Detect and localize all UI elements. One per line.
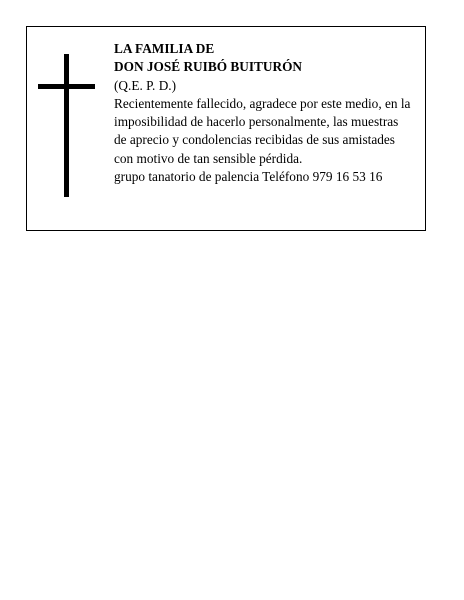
deceased-name: DON JOSÉ RUIBÓ BUITURÓN [114, 59, 303, 75]
message-line-1: Recientemente fallecido, agradece por este medio, en la [114, 95, 411, 111]
rip-abbreviation: (Q.E. P. D.) [114, 77, 177, 93]
message-line-3: de aprecio y condolencias recibidas de sus amistades [114, 132, 395, 148]
family-heading: LA FAMILIA DE [114, 41, 215, 56]
funeral-home-contact: grupo tanatorio de palencia Teléfono 979 16 53 16 [114, 169, 383, 185]
cross-vertical-bar [64, 54, 69, 197]
notice-text [114, 40, 424, 186]
message-line-4: con motivo de tan sensible pérdida. [114, 150, 303, 166]
message-line-2: imposibilidad de hacerlo personalmente, las muestras [114, 114, 399, 130]
cross-horizontal-bar [38, 84, 95, 89]
obituary-notice [26, 26, 426, 231]
